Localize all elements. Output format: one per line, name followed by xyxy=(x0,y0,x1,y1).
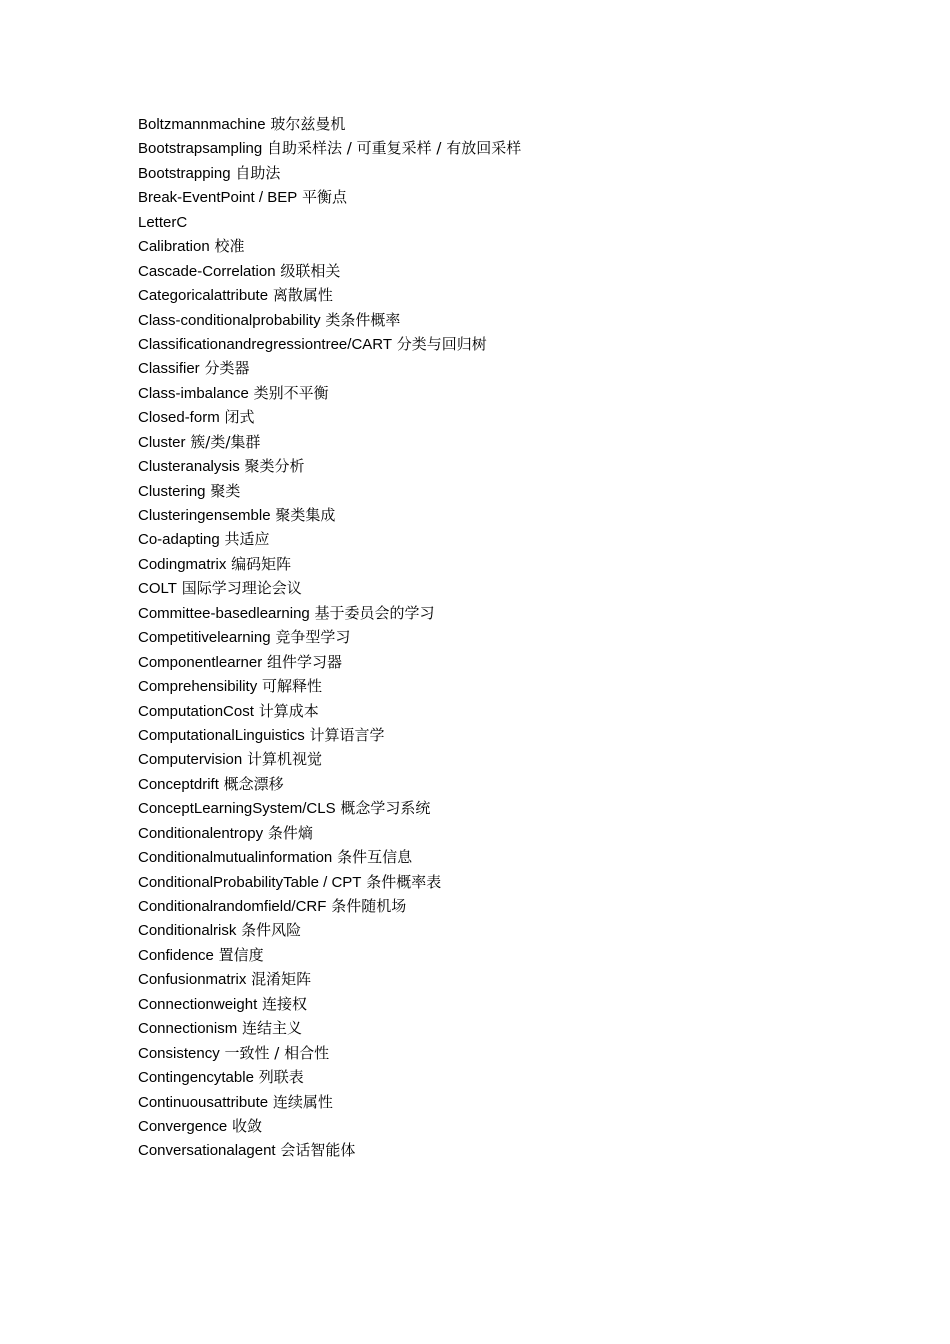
entry-translation: 聚类 xyxy=(210,481,241,500)
glossary-entry xyxy=(138,918,521,942)
entry-term: Conditionalrisk xyxy=(138,922,237,940)
entry-translation: 可解释性 xyxy=(262,677,323,696)
glossary-entry xyxy=(138,527,521,551)
entry-translation: 条件概率表 xyxy=(366,872,442,891)
entry-translation: 类别不平衡 xyxy=(253,383,329,402)
entry-term: Conditionalmutualinformation xyxy=(138,849,333,867)
entry-term: Convergence xyxy=(138,1117,228,1135)
entry-term: Componentlearner xyxy=(138,653,263,671)
entry-term: Confidence xyxy=(138,946,214,964)
entry-translation: 编码矩阵 xyxy=(231,554,292,573)
glossary-entry xyxy=(138,234,521,258)
entry-term: Bootstrapsampling xyxy=(138,140,263,158)
entry-translation: 条件互信息 xyxy=(337,848,413,867)
entry-term: ConceptLearningSystem/CLS xyxy=(138,800,336,818)
entry-translation: 自助采样法 / 可重复采样 / 有放回采样 xyxy=(267,139,522,158)
glossary-entry xyxy=(138,259,521,283)
glossary-entry xyxy=(138,356,521,380)
entry-term: Codingmatrix xyxy=(138,555,227,573)
entry-term: LetterC xyxy=(138,213,188,231)
glossary-entry xyxy=(138,699,521,723)
glossary-entry xyxy=(138,112,521,136)
entry-translation: 聚类集成 xyxy=(275,506,336,524)
glossary-entry xyxy=(138,1065,521,1089)
entry-term: Comprehensibility xyxy=(138,678,258,696)
glossary-entry xyxy=(138,674,521,698)
glossary-entry xyxy=(138,967,521,991)
glossary-entry xyxy=(138,479,521,503)
glossary-entry xyxy=(138,821,521,845)
entry-term: Classifier xyxy=(138,360,200,378)
entry-translation: 离散属性 xyxy=(272,286,333,305)
glossary-entry xyxy=(138,796,521,820)
entry-term: Cluster xyxy=(138,433,186,451)
entry-translation: 分类器 xyxy=(204,359,250,378)
glossary-entry xyxy=(138,381,521,405)
entry-term: Competitivelearning xyxy=(138,629,271,647)
entry-term: Bootstrapping xyxy=(138,164,231,182)
entry-term: Class-imbalance xyxy=(138,384,249,402)
entry-translation: 一致性 / 相合性 xyxy=(224,1043,330,1062)
entry-translation: 共适应 xyxy=(224,530,270,549)
glossary-entry xyxy=(138,283,521,307)
entry-term: ComputationalLinguistics xyxy=(138,726,305,744)
glossary-entry xyxy=(138,601,521,625)
glossary-entry xyxy=(138,1090,521,1114)
entry-translation: 级联相关 xyxy=(280,261,341,280)
glossary-entry xyxy=(138,576,521,600)
entry-translation: 置信度 xyxy=(218,945,264,964)
entry-translation: 会话智能体 xyxy=(280,1141,356,1160)
entry-term: Classificationandregressiontree/CART xyxy=(138,335,393,353)
entry-translation: 组件学习器 xyxy=(267,652,343,671)
entry-translation: 类条件概率 xyxy=(325,310,401,329)
entry-translation: 连接权 xyxy=(262,994,308,1013)
glossary-entry xyxy=(138,332,521,356)
entry-translation: 国际学习理论会议 xyxy=(181,579,302,598)
entry-translation: 条件随机场 xyxy=(331,897,407,915)
entry-term: Boltzmannmachine xyxy=(138,116,266,133)
entry-translation: 混淆矩阵 xyxy=(251,970,312,989)
glossary-entry xyxy=(138,210,521,234)
entry-term: Clusteranalysis xyxy=(138,458,240,476)
glossary-entry xyxy=(138,625,521,649)
entry-translation: 基于委员会的学习 xyxy=(314,603,435,622)
entry-translation: 概念漂移 xyxy=(223,774,284,793)
entry-translation: 条件风险 xyxy=(241,921,302,940)
glossary-list xyxy=(138,112,521,1163)
entry-translation: 平衡点 xyxy=(302,188,348,207)
glossary-entry xyxy=(138,405,521,429)
entry-term: ComputationCost xyxy=(138,702,254,720)
glossary-entry xyxy=(138,503,521,527)
entry-term: Consistency xyxy=(138,1044,220,1062)
glossary-entry xyxy=(138,845,521,869)
entry-translation: 计算机视觉 xyxy=(247,750,323,769)
entry-translation: 收敛 xyxy=(232,1116,263,1135)
glossary-entry xyxy=(138,894,521,918)
glossary-entry xyxy=(138,136,521,160)
entry-translation: 列联表 xyxy=(258,1068,304,1087)
entry-term: Categoricalattribute xyxy=(138,287,269,305)
entry-translation: 计算语言学 xyxy=(309,725,385,744)
entry-translation: 竞争型学习 xyxy=(275,628,351,647)
entry-term: Calibration xyxy=(138,238,210,256)
glossary-entry xyxy=(138,454,521,478)
entry-translation: 玻尔兹曼机 xyxy=(270,115,346,133)
entry-translation: 聚类分析 xyxy=(244,457,305,476)
entry-term: Conditionalentropy xyxy=(138,824,264,842)
entry-translation: 闭式 xyxy=(224,408,255,427)
glossary-entry xyxy=(138,723,521,747)
glossary-entry xyxy=(138,870,521,894)
entry-term: Break-EventPoint / BEP xyxy=(138,189,298,207)
entry-translation: 校准 xyxy=(214,237,245,256)
glossary-entry xyxy=(138,161,521,185)
entry-term: COLT xyxy=(138,580,177,598)
entry-translation: 条件熵 xyxy=(267,823,313,842)
entry-term: Continuousattribute xyxy=(138,1093,269,1111)
entry-term: Conversationalagent xyxy=(138,1142,276,1160)
entry-translation: 分类与回归树 xyxy=(396,334,487,353)
entry-translation: 计算成本 xyxy=(258,701,319,720)
glossary-entry xyxy=(138,1114,521,1138)
entry-term: Class-conditionalprobability xyxy=(138,311,321,329)
entry-translation: 簇/类/集群 xyxy=(190,432,261,451)
glossary-entry xyxy=(138,992,521,1016)
glossary-entry xyxy=(138,430,521,454)
glossary-entry xyxy=(138,772,521,796)
entry-term: Cascade-Correlation xyxy=(138,262,276,280)
entry-translation: 自助法 xyxy=(235,163,281,182)
glossary-entry xyxy=(138,747,521,771)
glossary-entry xyxy=(138,650,521,674)
glossary-entry xyxy=(138,185,521,209)
entry-term: Clustering xyxy=(138,482,206,500)
glossary-entry xyxy=(138,943,521,967)
entry-term: Computervision xyxy=(138,751,243,769)
glossary-entry xyxy=(138,1041,521,1065)
entry-term: Connectionweight xyxy=(138,995,258,1013)
entry-term: Connectionism xyxy=(138,1020,238,1038)
entry-term: Conditionalrandomfield/CRF xyxy=(138,898,327,915)
entry-translation: 连结主义 xyxy=(242,1019,303,1038)
entry-term: Conceptdrift xyxy=(138,775,219,793)
entry-translation: 概念学习系统 xyxy=(340,799,431,818)
entry-term: Confusionmatrix xyxy=(138,971,247,989)
entry-term: Contingencytable xyxy=(138,1069,254,1087)
entry-term: Co-adapting xyxy=(138,531,220,549)
entry-translation: 连续属性 xyxy=(272,1092,333,1111)
entry-term: Committee-basedlearning xyxy=(138,604,310,622)
glossary-entry xyxy=(138,308,521,332)
glossary-entry xyxy=(138,552,521,576)
entry-term: Clusteringensemble xyxy=(138,507,271,524)
entry-term: ConditionalProbabilityTable / CPT xyxy=(138,873,362,891)
entry-term: Closed-form xyxy=(138,409,220,427)
glossary-entry xyxy=(138,1016,521,1040)
glossary-entry xyxy=(138,1138,521,1162)
